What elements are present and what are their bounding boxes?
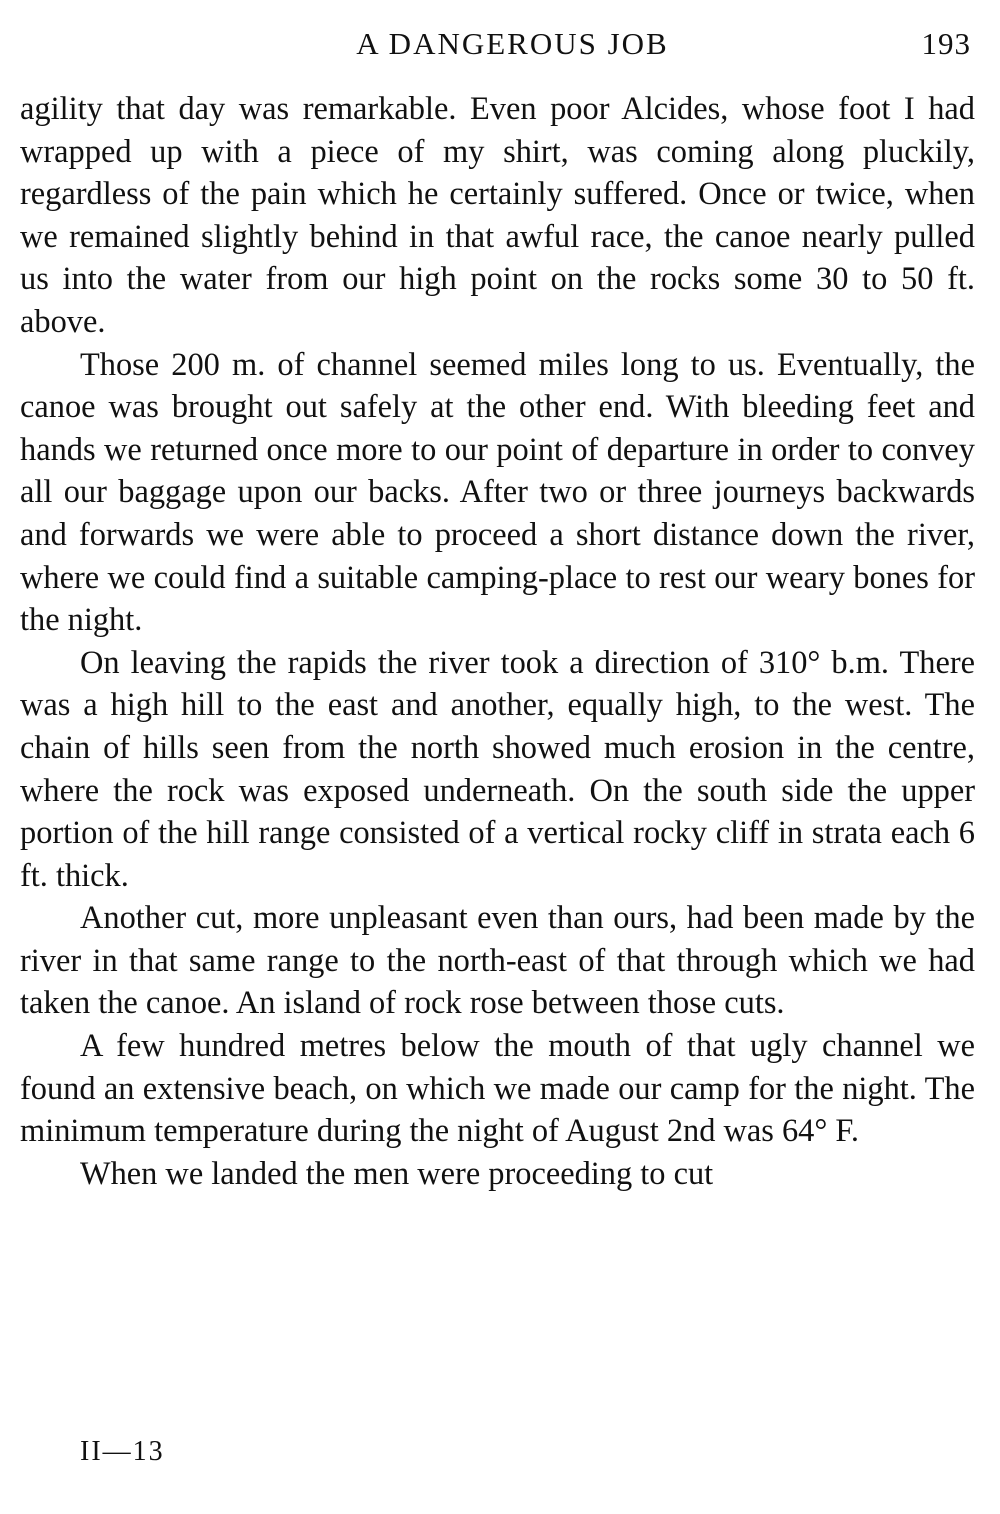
chapter-title: A DANGEROUS JOB — [356, 26, 669, 61]
paragraph: A few hundred metres below the mouth of that ugly channel we found an extensive beach, on which we made our camp for the night. The minimum temperature during the night of August 2nd was 64° F. — [20, 1028, 975, 1150]
running-head — [20, 22, 975, 68]
signature-mark: II—13 — [80, 1436, 165, 1467]
paragraph: On leaving the rapids the river took a direction of 310° b.m. There was a high hill to the east and another, equally high, to the west. The chain of hills seen from the north showed much erosion in the centre, where the rock was exposed underneath. On the south side the upper portion of the hill range consisted of a vertical rocky cliff in strata each 6 ft. thick. — [20, 644, 975, 894]
paragraph: Another cut, more unpleasant even than ours, had been made by the river in that same range to the north-east of that through which we had taken the canoe. An island of rock rose between those cuts. — [20, 900, 975, 1022]
paragraph: Those 200 m. of channel seemed miles long to us. Eventually, the canoe was brought out safely at the other end. With bleeding feet and hands we returned once more to our point of departure in order to convey all our baggage upon our backs. After two or three journeys backwards and forwards we were able to proceed a short distance down the river, where we could find a suitable camping-place to rest our weary bones for the night. — [20, 346, 975, 639]
paragraph-last: When we landed the men were proceeding to cut — [80, 1155, 714, 1192]
page-number: 193 — [921, 26, 971, 61]
body-text — [20, 88, 975, 1195]
paragraph-continued: agility that day was remarkable. Even poor Alcides, whose foot I had wrapped up with a piece of my shirt, was coming along pluckily, regardless of the pain which he certainly suffered. Once or twice, when we remained slightly behind in that awful race, the canoe nearly pulled us into the water from our high point on the rocks some 30 to 50 ft. above. — [20, 91, 975, 340]
book-page — [20, 22, 975, 1492]
